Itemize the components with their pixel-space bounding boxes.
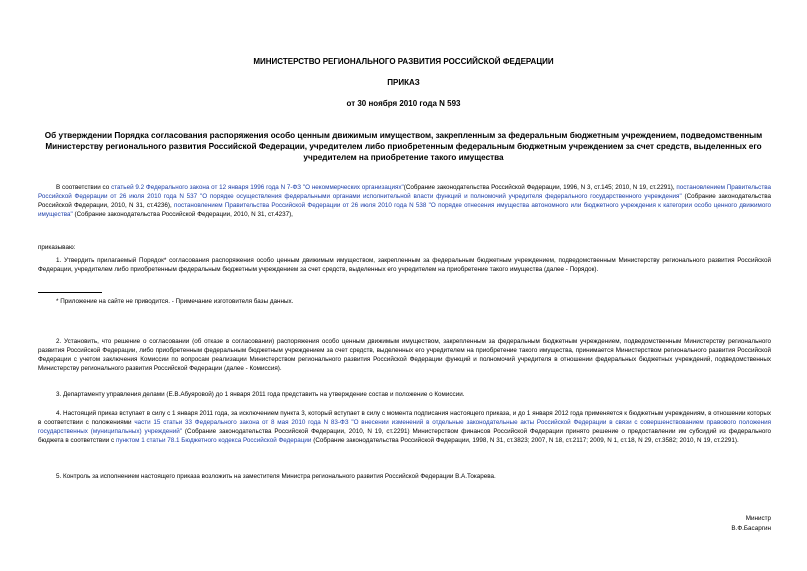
document-type: ПРИКАЗ bbox=[387, 78, 420, 87]
link-federal-law-83fz[interactable]: части 15 статьи 33 Федерального закона от 8 мая 2010 года N 83-ФЗ "О внесении изменений в отдельные законодательные акты Российской Федерации в связи с совершенствованием правового положения государственных (муниципальных) учреждений" bbox=[38, 419, 772, 435]
signature-name: В.Ф.Басаргин bbox=[731, 525, 771, 532]
orders-word: приказываю: bbox=[38, 244, 76, 251]
item-2-paragraph: 2. Установить, что решение о согласовании (об отказе в согласовании) распоряжения особо ценным движимым имуществом, закрепленным за федеральным бюджетным учреждением, подведомственным Министерству регионального развития Российской Федерации, либо приобретенным федеральным бюджетным учреждением за счет средств, выделенных его учредителем на приобретение такого имущества, принимается Министерством регионального развития Российской Федерации с учетом заключения Комиссии по вопросам реализации Министерством регионального развития Российской Федерации функций и полномочий учредителя в отношении федеральных бюджетных учреждений, подведомственных Министерству регионального развития Российской Федерации (далее - Комиссия). bbox=[38, 338, 771, 372]
item-5-paragraph: 5. Контроль за исполнением настоящего приказа возложить на заместителя Министра регионального развития Российской Федерации В.А.Токарева. bbox=[56, 473, 496, 480]
item-3-paragraph: 3. Департаменту управления делами (Е.В.Абуяровой) до 1 января 2011 года представить на утверждение состав и положение о Комиссии. bbox=[56, 391, 465, 398]
document-title: Об утверждении Порядка согласования распоряжения особо ценным движимым имуществом, закрепленным за федеральным бюджетным учреждением, подведомственным Министерству регионального развития Российской Федерации, учредителем либо приобретенным федеральным бюджетным учреждением за счет средств, выделенных его учредителем на приобретение такого имущества bbox=[44, 131, 763, 162]
preamble-text-1: В соответствии со bbox=[56, 184, 112, 191]
item-4-paragraph bbox=[38, 409, 771, 445]
link-budget-code-78-1[interactable]: пунктом 1 статьи 78.1 Бюджетного кодекса Российской Федерации bbox=[115, 437, 312, 444]
item-4-text-1: 4. Настоящий приказ вступает в силу с 1 января 2011 года, за исключением пункта 3, который вступает в силу с момента подписания настоящего приказа, и до 1 января 2012 года применяется к бюджетным учреждениям, в отношении которых в соответствии с положениями bbox=[38, 410, 771, 426]
link-resolution-538[interactable]: постановлением Правительства Российской Федерации от 26 июля 2010 года N 538 "О порядке отнесения имущества автономного или бюджетного учреждения к категории особо ценного движимого имущества" bbox=[38, 202, 771, 218]
link-resolution-537[interactable]: постановлением Правительства Российской Федерации от 26 июля 2010 года N 537 "О порядке осуществления федеральными органами исполнительной власти функций и полномочий учредителя федерального государственного учреждения" bbox=[38, 184, 771, 200]
document-date-number: от 30 ноября 2010 года N 593 bbox=[346, 99, 461, 108]
ministry-heading: МИНИСТЕРСТВО РЕГИОНАЛЬНОГО РАЗВИТИЯ РОССИЙСКОЙ ФЕДЕРАЦИИ bbox=[253, 57, 554, 66]
preamble-text-3: (Собрание законодательства Российской Федерации, 2010, N 31, ст.4236), bbox=[38, 193, 771, 209]
item-4-text-3: (Собрание законодательства Российской Федерации, 1998, N 31, ст.3823; 2007, N 18, ст.2117; 2009, N 1, ст.18, N 29, ст.3582; 2010, N 19, ст.2291). bbox=[311, 437, 739, 444]
preamble-text-4: (Собрание законодательства Российской Федерации, 2010, N 31, ст.4237), bbox=[72, 211, 293, 218]
preamble-paragraph bbox=[38, 183, 771, 219]
link-federal-law-7fz[interactable]: статьей 9.2 Федерального закона от 12 января 1996 года N 7-ФЗ "О некоммерческих организациях" bbox=[111, 184, 404, 191]
footnote-divider bbox=[38, 292, 102, 293]
preamble-text-2: (Собрание законодательства Российской Федерации, 1996, N 3, ст.145; 2010, N 19, ст.2291), bbox=[403, 184, 677, 191]
item-1-paragraph: 1. Утвердить прилагаемый Порядок* согласования распоряжения особо ценным движимым имуществом, закрепленным за федеральным бюджетным учреждением, подведомственным Министерству регионального развития Российской Федерации, учредителем либо приобретенным федеральным бюджетным учреждением за счет средств, выделенных его учредителем на приобретение такого имущества (далее - Порядок). bbox=[38, 257, 771, 273]
footnote: * Приложение на сайте не приводится. - Примечание изготовителя базы данных. bbox=[56, 298, 294, 305]
signature-position: Министр bbox=[745, 515, 771, 522]
item-4-text-2: (Собрание законодательства Российской Федерации, 2010, N 19, ст.2291) Министерством финансов Российской Федерации принято решение о предоставлении им субсидий из федерального бюджета в соответствии с bbox=[38, 428, 771, 444]
